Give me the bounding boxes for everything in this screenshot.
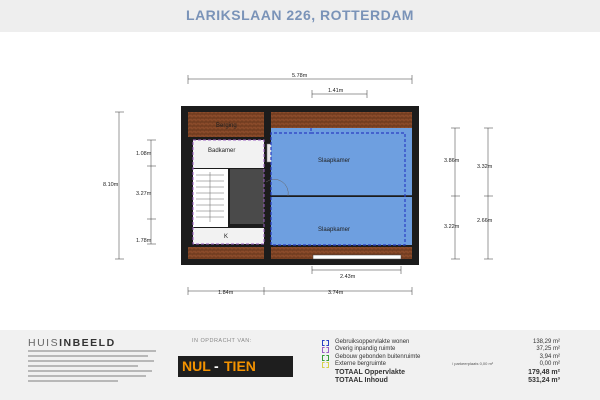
logo-dash: - xyxy=(214,358,219,374)
bottom-left-roof xyxy=(188,247,264,259)
dim-bottom-inner xyxy=(312,266,401,274)
dim-left-total-label: 8.10m xyxy=(103,182,119,188)
stair-area xyxy=(193,169,228,227)
floor-plan xyxy=(0,32,600,330)
dim-bottom-left-label: 1.84m xyxy=(218,290,234,296)
dim-right-inner xyxy=(451,128,460,259)
area-legend xyxy=(320,339,580,386)
legend-value: 0,00 m² xyxy=(539,361,560,368)
client-logo xyxy=(178,356,293,377)
legend-extra: / parkeerplaats 0,00 m² xyxy=(452,361,494,367)
room-label-kast: K xyxy=(224,234,229,240)
total-volume-value: 531,24 m³ xyxy=(528,377,560,385)
legend-swatch-overig xyxy=(322,347,329,353)
logo-nul: NUL xyxy=(182,358,211,374)
badkamer-area xyxy=(193,140,264,168)
dim-left-bottom-label: 1.78m xyxy=(136,238,152,244)
dim-right-a-label: 3.86m xyxy=(444,158,460,164)
brand-logo xyxy=(28,337,116,349)
dim-top-inner-label: 1.41m xyxy=(328,88,344,94)
opdracht-label: IN OPDRACHT VAN: xyxy=(192,338,252,344)
legend-row-wonen xyxy=(320,339,580,346)
legend-value: 138,29 m² xyxy=(532,339,560,345)
room-label-slaapkamer-top: Slaapkamer xyxy=(318,158,351,164)
total-volume-label: TOTAAL Inhoud xyxy=(335,377,388,385)
legend-row-berging xyxy=(320,361,580,368)
legend-label: Overig inpandig ruimte xyxy=(335,346,396,353)
room-label-badkamer: Badkamer xyxy=(208,148,236,154)
dim-top-total-label: 5.78m xyxy=(292,73,308,79)
dim-right-b-label: 3.32m xyxy=(477,164,493,170)
total-area-label: TOTAAL Oppervlakte xyxy=(335,368,406,376)
logo-tien: TIEN xyxy=(224,358,256,374)
room-label-slaapkamer-bottom: Slaapkamer xyxy=(318,227,351,233)
kast-area xyxy=(193,228,264,244)
legend-label: Gebouw gebonden buitenruimte xyxy=(335,353,421,360)
top-roof-right xyxy=(271,112,412,128)
legend-label: Externe bergruimte xyxy=(335,361,387,368)
legend-swatch-wonen xyxy=(322,340,329,346)
page-title: LARIKSLAAN 226, ROTTERDAM xyxy=(186,7,414,23)
dim-left-top-label: 1.08m xyxy=(136,151,152,157)
tiles-area xyxy=(230,169,264,224)
dim-right-d-label: 2.66m xyxy=(477,218,493,224)
legend-total-volume xyxy=(320,377,580,386)
fine-print xyxy=(28,350,158,390)
legend-label: Gebruiksoppervlakte wonen xyxy=(335,339,410,345)
legend-row-overig xyxy=(320,346,580,353)
legend-swatch-berging xyxy=(322,362,329,368)
room-label-berging: Berging xyxy=(216,123,237,129)
legend-row-buitenruimte xyxy=(320,354,580,361)
dim-right-c-label: 3.22m xyxy=(444,224,460,230)
brand-light: HUIS xyxy=(28,337,60,349)
legend-value: 3,94 m² xyxy=(539,353,560,360)
legend-swatch-buitenruimte xyxy=(322,355,329,361)
dim-right-outer xyxy=(484,128,493,259)
window xyxy=(313,255,401,259)
brand-bold: INBEELD xyxy=(59,337,116,349)
legend-total-area xyxy=(320,369,580,378)
dim-bottom-inner-label: 2.43m xyxy=(340,274,356,280)
slaapkamer-bottom-area xyxy=(271,197,412,245)
dim-left-mid-label: 3.27m xyxy=(136,191,152,197)
total-area-value: 179,48 m² xyxy=(528,368,560,376)
legend-value: 37,25 m² xyxy=(536,346,560,353)
dim-bottom-right-label: 3.74m xyxy=(328,290,344,296)
